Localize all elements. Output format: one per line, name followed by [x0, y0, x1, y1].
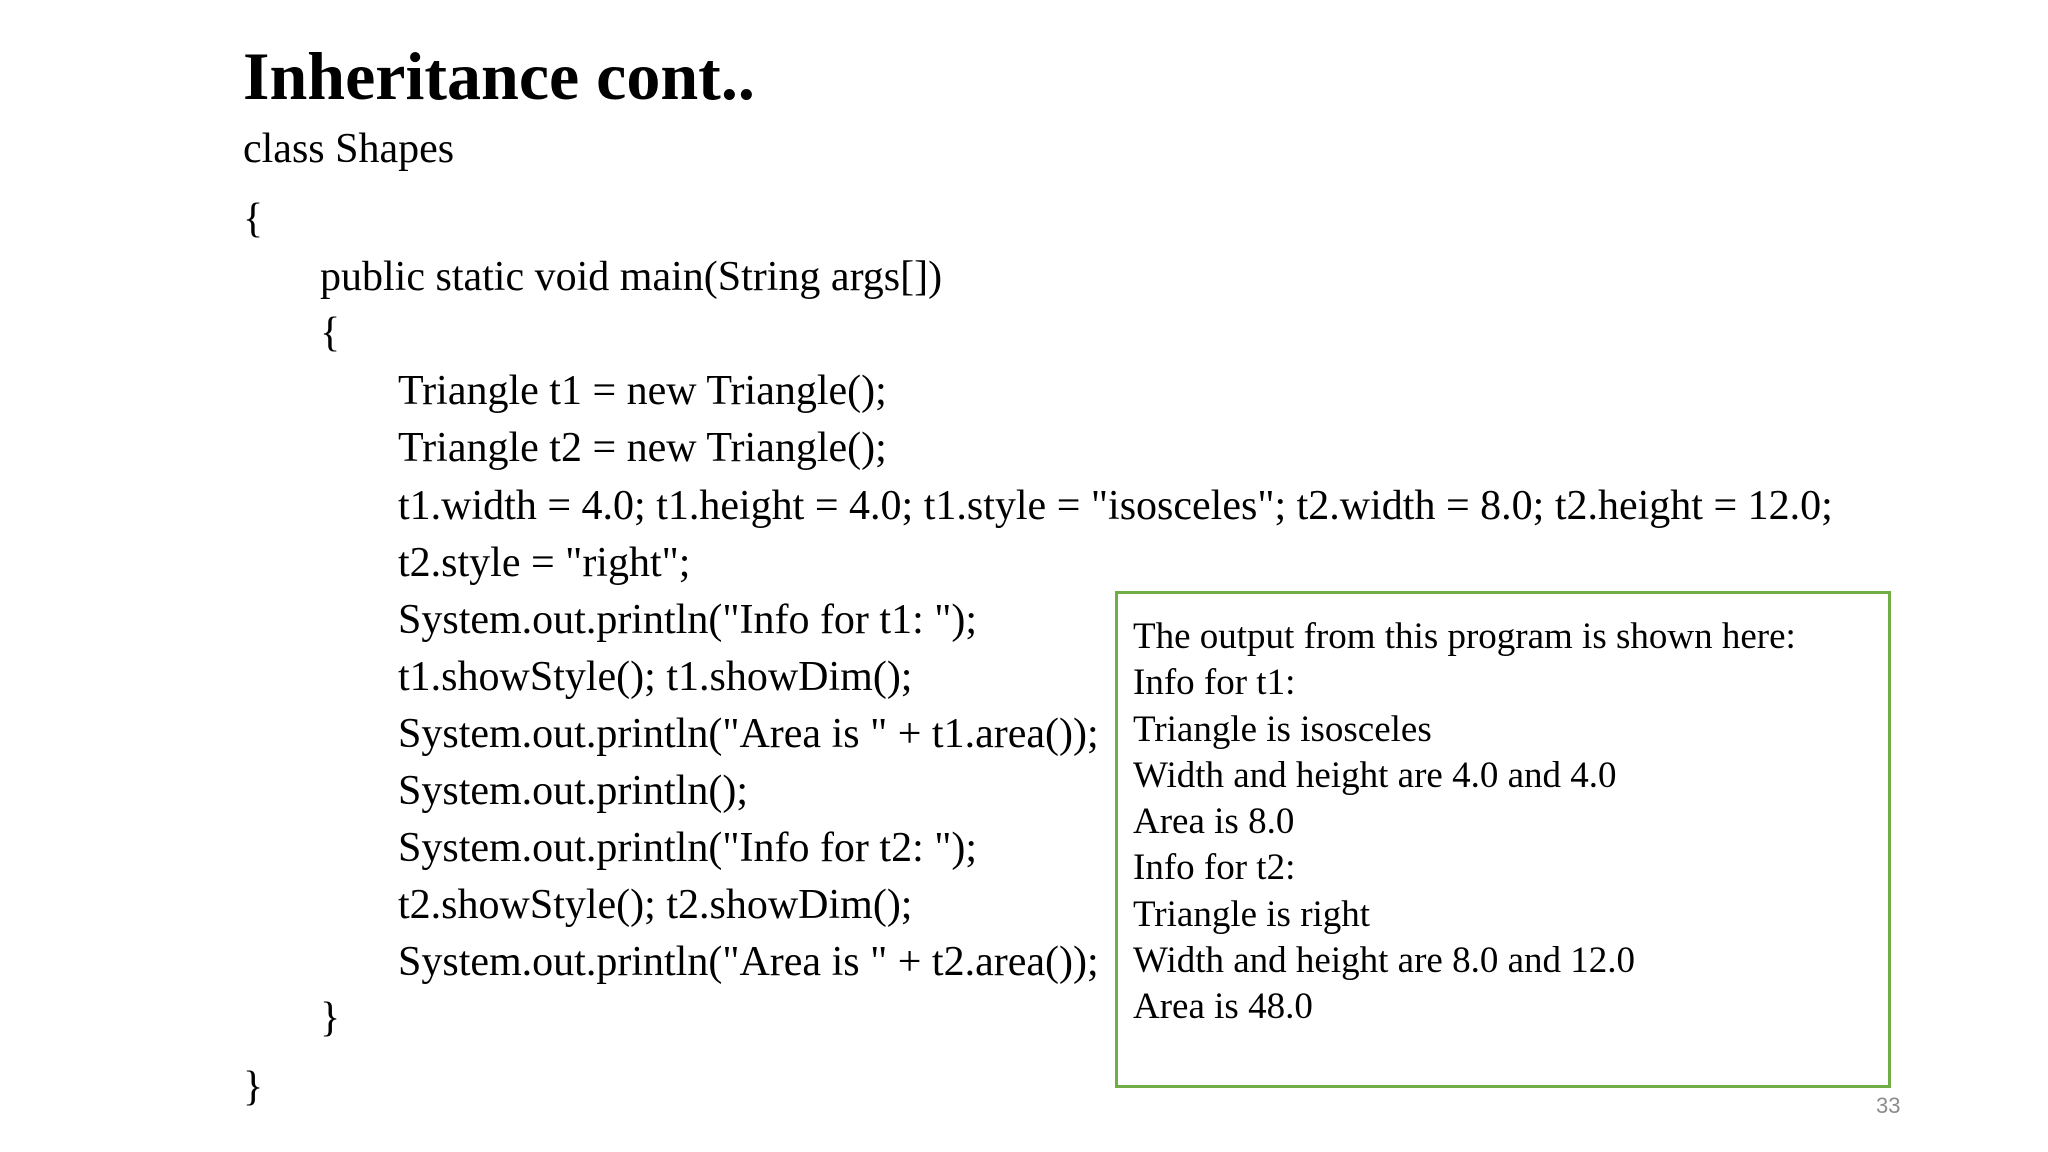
code-line-class-open-brace: {: [243, 196, 264, 242]
code-line: t2.style = "right";: [398, 540, 691, 586]
output-heading: The output from this program is shown here:: [1133, 616, 1796, 657]
output-box: [1115, 591, 1891, 1088]
output-line: Info for t1:: [1133, 662, 1296, 703]
code-line-class-declaration: class Shapes: [243, 126, 455, 172]
code-line: t1.showStyle(); t1.showDim();: [398, 654, 913, 700]
code-line: t2.showStyle(); t2.showDim();: [398, 882, 913, 928]
code-line: System.out.println("Area is " + t1.area());: [398, 711, 1099, 757]
output-line: Triangle is right: [1133, 894, 1371, 935]
code-line: System.out.println("Info for t2: ");: [398, 825, 978, 871]
code-line: Triangle t2 = new Triangle();: [398, 425, 887, 471]
code-line-class-close-brace: }: [243, 1064, 264, 1110]
code-line-main-open-brace: {: [320, 310, 341, 356]
code-line: System.out.println("Info for t1: ");: [398, 597, 978, 643]
output-line: Triangle is isosceles: [1133, 709, 1432, 750]
code-line: System.out.println();: [398, 768, 748, 814]
output-line: Width and height are 8.0 and 12.0: [1133, 940, 1635, 981]
code-line-main-signature: public static void main(String args[]): [320, 254, 943, 300]
code-line: System.out.println("Area is " + t2.area());: [398, 939, 1099, 985]
output-line: Info for t2:: [1133, 847, 1296, 888]
output-line: Width and height are 4.0 and 4.0: [1133, 755, 1617, 796]
output-line: Area is 8.0: [1133, 801, 1295, 842]
code-line-main-close-brace: }: [320, 995, 341, 1041]
code-line: t1.width = 4.0; t1.height = 4.0; t1.style = "isosceles"; t2.width = 8.0; t2.height = 12.0;: [398, 483, 1833, 529]
code-line: Triangle t1 = new Triangle();: [398, 368, 887, 414]
slide-title: Inheritance cont..: [243, 38, 755, 114]
output-line: Area is 48.0: [1133, 986, 1313, 1027]
page-number: 33: [1876, 1093, 1901, 1118]
